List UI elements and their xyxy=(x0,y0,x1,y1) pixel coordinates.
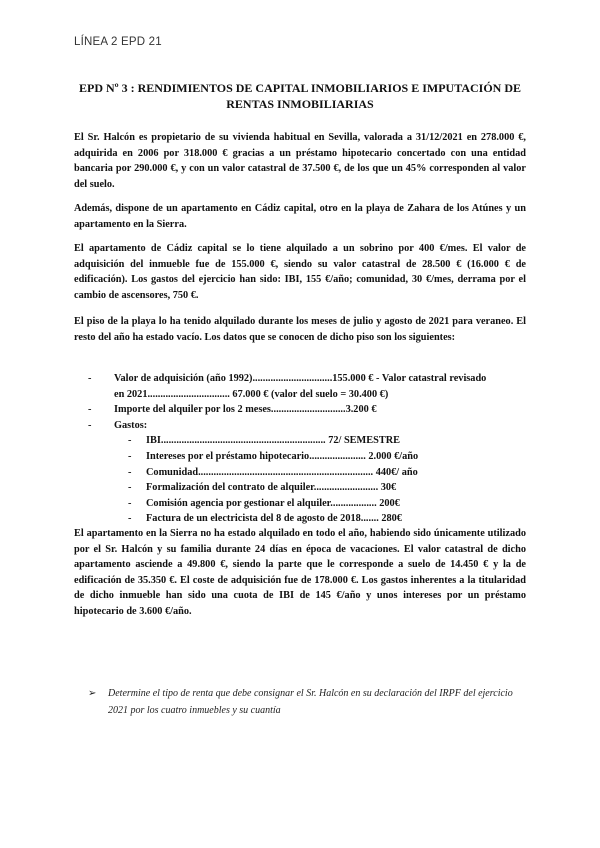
arrow-bullet-icon: ➢ xyxy=(88,688,97,699)
gasto-ibi xyxy=(74,433,526,449)
gasto-formalizacion xyxy=(74,480,526,496)
paragraph-apartamento-sierra: El apartamento en la Sierra no ha estado alquilado en todo el año, habiendo sido únicamente utilizado por el Sr. Halcón y su familia durante 24 días en época de vacaciones. El valor catastral de dicho apartamento asciende a 49.800 €, siendo la parte que le corresponde a suelo de 14.450 € y la de edificación de 35.350 €. El coste de adquisición fue de 178.000 €. Los gastos inherentes a la titularidad de dicho inmueble han sido una cuota de IBI de 145 €/año y unos intereses por un préstamo hipotecario de 3.600 €/año. xyxy=(74,528,526,617)
gasto-text: Comisión agencia por gestionar el alquiler.................. 200€ xyxy=(146,497,400,509)
list-dash: - xyxy=(128,482,132,494)
list-dash: - xyxy=(128,513,132,525)
document-title xyxy=(74,80,526,112)
list-item-gastos xyxy=(74,418,526,434)
gasto-comunidad xyxy=(74,465,526,481)
list-dash: - xyxy=(128,497,132,509)
list-dash: - xyxy=(128,466,132,478)
list-item-text: Gastos: xyxy=(114,419,148,431)
gasto-text: Formalización del contrato de alquiler......................... 30€ xyxy=(146,482,397,494)
list-item-text: en 2021................................ 67.000 € (valor del suelo = 30.400 €) xyxy=(114,388,389,400)
question-text: Determine el tipo de renta que debe consignar el Sr. Halcón en su declaración del IRPF del ejercicio 2021 por los cuatro inmuebles y su cuantía xyxy=(108,688,513,716)
exercise-question xyxy=(90,685,526,719)
list-dash: - xyxy=(88,404,92,416)
gasto-text: Comunidad.................................................................... 440€/ año xyxy=(146,466,418,478)
list-dash: - xyxy=(128,435,132,447)
list-dash: - xyxy=(128,450,132,462)
page-header: LÍNEA 2 EPD 21 xyxy=(74,36,162,48)
list-item-importe-alquiler xyxy=(74,402,526,418)
gasto-text: IBI................................................................ 72/ SEMESTRE xyxy=(146,435,401,447)
paragraph-apartamento-cadiz: El apartamento de Cádiz capital se lo tiene alquilado a un sobrino por 400 €/mes. El valor de adquisición del inmueble fue de 155.000 €, siendo su valor catastral de 28.500 € (16.000 € de edificación). Los gastos del ejercicio han sido: IBI, 155 €/año; comunidad, 30 €/mes, derrama por el cambio de ascensores, 750 €. xyxy=(74,243,526,301)
list-item-text: Valor de adquisición (año 1992)...............................155.000 € - Valor catastral revisado xyxy=(114,373,487,384)
title-line-2: RENTAS INMOBILIARIAS xyxy=(226,97,374,111)
paragraph-otros-inmuebles: Además, dispone de un apartamento en Cádiz capital, otro en la playa de Zahara de los Atúnes y un apartamento en la Sierra. xyxy=(74,203,526,230)
gasto-text: Factura de un electricista del 8 de agosto de 2018....... 280€ xyxy=(146,513,402,525)
gasto-comision xyxy=(74,496,526,512)
piso-playa-data-list xyxy=(74,371,526,527)
gasto-text: Intereses por el préstamo hipotecario...................... 2.000 €/año xyxy=(146,450,419,462)
list-dash: - xyxy=(88,419,92,431)
title-line-1: EPD Nº 3 : RENDIMIENTOS DE CAPITAL INMOBILIARIOS E IMPUTACIÓN DE xyxy=(78,81,521,95)
list-item-text: Importe del alquiler por los 2 meses.............................3.200 € xyxy=(114,404,377,416)
gasto-intereses xyxy=(74,449,526,465)
list-dash: - xyxy=(88,373,92,384)
paragraph-vivienda-habitual: El Sr. Halcón es propietario de su vivienda habitual en Sevilla, valorada a 31/12/2021 en 278.000 €, adquirida en 2006 por 318.000 € gracias a un préstamo hipotecario concertado con una entidad bancaria por 290.000 €, y con un valor catastral de 37.500 €, de los que un 45% corresponden al valor del suelo. xyxy=(74,132,526,190)
list-item-valor-adquisicion xyxy=(74,371,526,387)
paragraph-piso-playa: El piso de la playa lo ha tenido alquilado durante los meses de julio y agosto de 2021 para veraneo. El resto del año ha estado vacío. Los datos que se conocen de dicho piso son los siguientes: xyxy=(74,316,526,343)
list-item-valor-adquisicion-cont xyxy=(74,387,526,403)
gasto-electricista xyxy=(74,511,526,527)
